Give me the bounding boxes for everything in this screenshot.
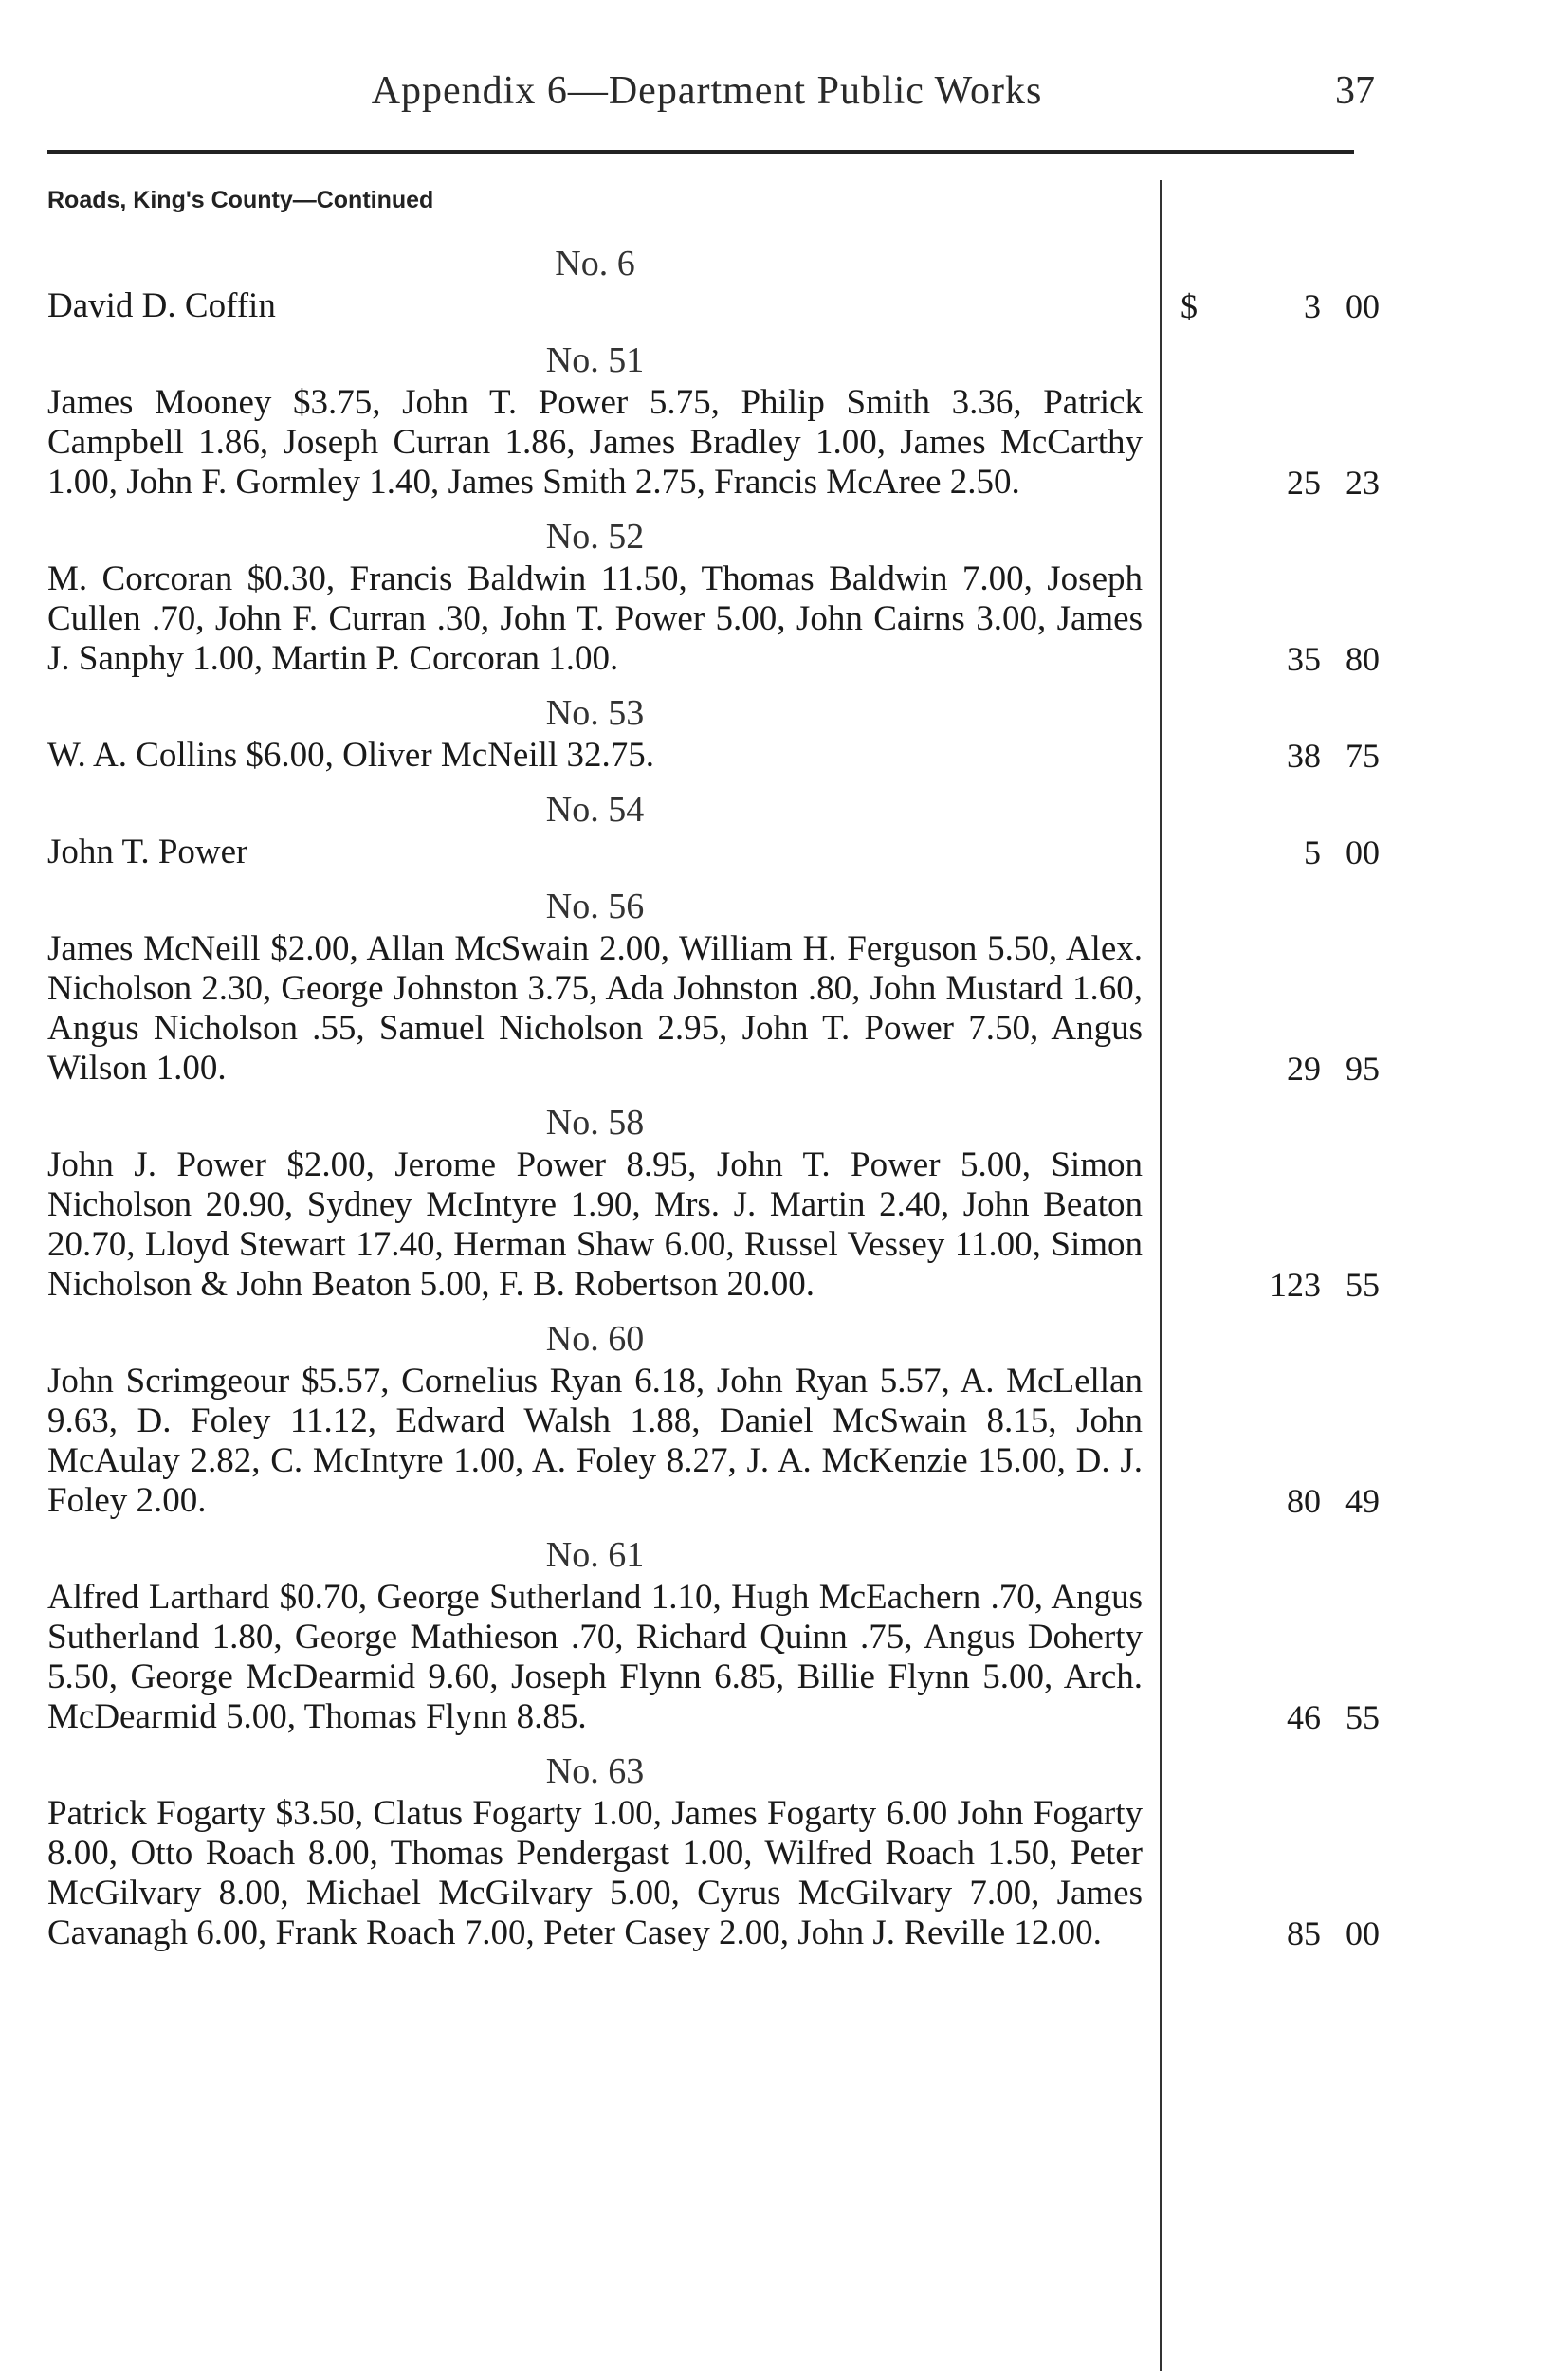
entry-payees: James McNeill $2.00, Allan McSwain 2.00, William H. Ferguson 5.50, Alex. Nicholson 2.30, George Johnston 3.75, Ada Johnston .80, John Mustard 1.60, Angus Nicholson .55, Samuel Nicholson 2.95, John T. Power 7.50, Angus Wilson 1.00.	[47, 929, 1143, 1088]
amount-cents: 75	[1345, 737, 1380, 775]
amount-dollars: 35	[1287, 640, 1321, 678]
entry-amount	[1152, 463, 1380, 503]
entry-amount	[1152, 736, 1380, 776]
amount-cents: 55	[1345, 1266, 1380, 1304]
entry-no-6	[47, 243, 1380, 326]
entry-no-54	[47, 789, 1380, 872]
entries-list	[47, 243, 1380, 1953]
currency-symbol: $	[1181, 287, 1198, 325]
entry-no-53	[47, 692, 1380, 776]
header-rule	[47, 150, 1354, 154]
entry-no-60	[47, 1318, 1380, 1521]
entry-amount	[1152, 1913, 1380, 1953]
entry-number: No. 52	[545, 517, 645, 557]
entry-amount	[1152, 1481, 1380, 1521]
entry-no-58	[47, 1102, 1380, 1305]
entry-payees: John J. Power $2.00, Jerome Power 8.95, John T. Power 5.00, Simon Nicholson 20.90, Sydney McIntyre 1.90, Mrs. J. Martin 2.40, John Beaton 20.70, Lloyd Stewart 17.40, Herman Shaw 6.00, Russel Vessey 11.00, Simon Nicholson & John Beaton 5.00, F. B. Robertson 20.00.	[47, 1145, 1143, 1304]
entry-payees: James Mooney $3.75, John T. Power 5.75, Philip Smith 3.36, Patrick Campbell 1.86, Joseph Curran 1.86, James Bradley 1.00, James McCarthy 1.00, John F. Gormley 1.40, James Smith 2.75, Francis McAree 2.50.	[47, 383, 1143, 502]
entry-no-61	[47, 1534, 1380, 1737]
entry-amount	[1152, 639, 1380, 679]
amount-cents: 80	[1345, 640, 1380, 678]
amount-dollars: 5	[1304, 833, 1321, 871]
entry-number: No. 51	[545, 340, 645, 380]
entry-payees: David D. Coffin	[47, 286, 276, 325]
entry-payees: John T. Power	[47, 833, 248, 871]
entry-payees: John Scrimgeour $5.57, Cornelius Ryan 6.18, John Ryan 5.57, A. McLellan 9.63, D. Foley 11.12, Edward Walsh 1.88, Daniel McSwain 8.15, John McAulay 2.82, C. McIntyre 1.00, A. Foley 8.27, J. A. McKenzie 15.00, D. J. Foley 2.00.	[47, 1362, 1143, 1520]
entry-number: No. 61	[545, 1535, 645, 1575]
entry-amount	[1152, 1265, 1380, 1305]
entry-number: No. 6	[555, 244, 635, 284]
entry-payees: Patrick Fogarty $3.50, Clatus Fogarty 1.00, James Fogarty 6.00 John Fogarty 8.00, Otto Roach 8.00, Thomas Pendergast 1.00, Wilfred Roach 1.50, Peter McGilvary 8.00, Michael McGilvary 5.00, Cyrus McGilvary 7.00, James Cavanagh 6.00, Frank Roach 7.00, Peter Casey 2.00, John J. Reville 12.00.	[47, 1794, 1143, 1952]
entry-no-52	[47, 516, 1380, 679]
entry-amount	[1152, 1049, 1380, 1089]
amount-cents: 00	[1345, 287, 1380, 325]
entry-payees: W. A. Collins $6.00, Oliver McNeill 32.75.	[47, 736, 654, 775]
entry-number: No. 56	[545, 887, 645, 926]
amount-cents: 55	[1345, 1698, 1380, 1736]
amount-cents: 00	[1345, 833, 1380, 871]
running-head: Appendix 6—Department Public Works	[371, 69, 1043, 113]
entry-no-51	[47, 339, 1380, 503]
amount-dollars: 123	[1270, 1266, 1321, 1304]
amount-dollars: 3	[1304, 287, 1321, 325]
amount-dollars: 29	[1287, 1050, 1321, 1088]
page-number: 37	[1335, 69, 1375, 113]
amount-cents: 00	[1345, 1914, 1380, 1952]
entry-amount	[1152, 286, 1380, 326]
amount-cents: 49	[1345, 1482, 1380, 1520]
amount-dollars: 38	[1287, 737, 1321, 775]
entry-amount	[1152, 833, 1380, 872]
entry-number: No. 58	[545, 1103, 645, 1143]
entry-number: No. 63	[545, 1751, 645, 1791]
amount-cents: 23	[1345, 464, 1380, 502]
section-title: Roads, King's County—Continued	[47, 187, 434, 213]
entry-payees: M. Corcoran $0.30, Francis Baldwin 11.50, Thomas Baldwin 7.00, Joseph Cullen .70, John F. Curran .30, John T. Power 5.00, John Cairns 3.00, James J. Sanphy 1.00, Martin P. Corcoran 1.00.	[47, 559, 1143, 678]
entry-amount	[1152, 1697, 1380, 1737]
entry-payees: Alfred Larthard $0.70, George Sutherland 1.10, Hugh McEachern .70, Angus Sutherland 1.80, George Mathieson .70, Richard Quinn .75, Angus Doherty 5.50, George McDearmid 9.60, Joseph Flynn 6.85, Billie Flynn 5.00, Arch. McDearmid 5.00, Thomas Flynn 8.85.	[47, 1578, 1143, 1736]
entry-number: No. 60	[545, 1319, 645, 1359]
amount-dollars: 25	[1287, 464, 1321, 502]
amount-dollars: 80	[1287, 1482, 1321, 1520]
entry-number: No. 54	[545, 790, 645, 830]
amount-dollars: 46	[1287, 1698, 1321, 1736]
amount-cents: 95	[1345, 1050, 1380, 1088]
entry-no-56	[47, 886, 1380, 1089]
entry-no-63	[47, 1750, 1380, 1953]
amount-dollars: 85	[1287, 1914, 1321, 1952]
entry-number: No. 53	[545, 693, 645, 733]
